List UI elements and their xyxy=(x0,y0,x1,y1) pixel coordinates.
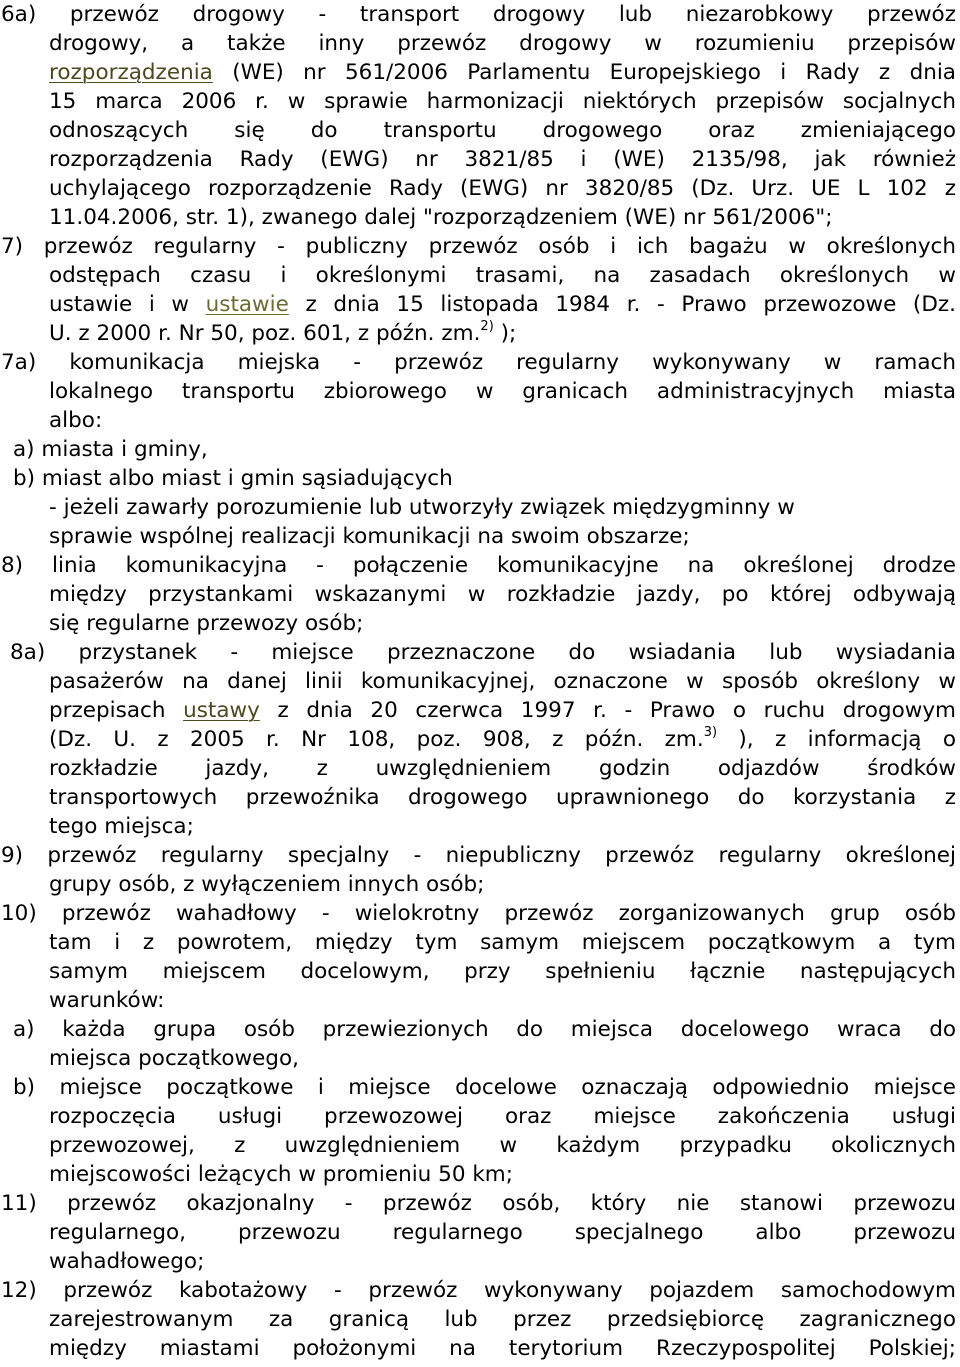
definition-6a-line: 11.04.2006, str. 1), zwanego dalej "rozporządzeniem (WE) nr 561/2006"; xyxy=(49,205,833,230)
law-reference-link[interactable]: rozporządzenia xyxy=(49,60,213,85)
definition-6a-line: odnoszących się do transportu drogowego oraz zmieniającego xyxy=(49,118,956,143)
text-segment: z dnia 15 listopada 1984 r. - Prawo przewozowe (Dz. xyxy=(288,292,956,317)
definition-9-line: grupy osób, z wyłączeniem innych osób; xyxy=(49,872,485,897)
definition-7-line xyxy=(49,319,956,348)
definition-8-line: 8) linia komunikacyjna - połączenie komunikacyjne na określonej drodze xyxy=(1,553,956,578)
definition-8a-line xyxy=(49,725,956,754)
definition-8a-line: rozkładzie jazdy, z uwzględnieniem godzin odjazdów środków xyxy=(49,756,956,781)
text-segment: (WE) nr 561/2006 Parlamentu Europejskiego i Rady z dnia xyxy=(212,60,956,85)
definition-8a-line xyxy=(49,696,956,725)
definition-10-line: samym miejscem docelowym, przy spełnieniu łącznie następujących xyxy=(49,959,956,984)
definition-10-line: tam i z powrotem, między tym samym miejscem początkowym a tym xyxy=(49,930,956,955)
definition-10-line: b) miejsce początkowe i miejsce docelowe oznaczają odpowiednio miejsce xyxy=(13,1075,956,1100)
definition-7a-line: sprawie wspólnej realizacji komunikacji na swoim obszarze; xyxy=(49,524,690,549)
text-segment: z dnia 20 czerwca 1997 r. - Prawo o ruchu drogowym xyxy=(259,698,956,723)
text-segment: ), z informacją o xyxy=(717,727,956,752)
law-reference-link[interactable]: ustawie xyxy=(205,292,289,317)
definition-7-line: odstępach czasu i określonymi trasami, na zasadach określonych w xyxy=(49,263,956,288)
definition-10-line: 10) przewóz wahadłowy - wielokrotny przewóz zorganizowanych grup osób xyxy=(1,901,956,926)
text-segment: ); xyxy=(493,321,517,346)
text-segment: ustawie i w xyxy=(49,292,206,317)
definition-8-line: między przystankami wskazanymi w rozkładzie jazdy, po której odbywają xyxy=(49,582,956,607)
definition-10-line: rozpoczęcia usługi przewozowej oraz miejsce zakończenia usługi xyxy=(49,1104,956,1129)
definition-6a-line: rozporządzenia Rady (EWG) nr 3821/85 i (WE) 2135/98, jak również xyxy=(49,147,956,172)
definition-7a-line: lokalnego transportu zbiorowego w granicach administracyjnych miasta xyxy=(49,379,956,404)
definition-10-line: miejsca początkowego, xyxy=(49,1046,299,1071)
definition-10-line: miejscowości leżących w promieniu 50 km; xyxy=(49,1162,513,1187)
definition-12-line: 12) przewóz kabotażowy - przewóz wykonywany pojazdem samochodowym xyxy=(1,1278,956,1303)
definition-8a-line: tego miejsca; xyxy=(49,814,194,839)
definition-10-line: przewozowej, z uwzględnieniem w każdym przypadku okolicznych xyxy=(49,1133,956,1158)
definition-7a-line: albo: xyxy=(49,408,103,433)
text-segment: (Dz. U. z 2005 r. Nr 108, poz. 908, z późn. zm. xyxy=(49,727,704,752)
definition-12-line: między miastami położonymi na terytorium Rzeczypospolitej Polskiej; xyxy=(49,1336,956,1361)
text-segment: U. z 2000 r. Nr 50, poz. 601, z późn. zm. xyxy=(49,321,481,346)
definition-8a-line: pasażerów na danej linii komunikacyjnej, oznaczone w sposób określony w xyxy=(49,669,956,694)
definition-11-line: regularnego, przewozu regularnego specjalnego albo przewozu xyxy=(49,1220,956,1245)
definition-11-line: 11) przewóz okazjonalny - przewóz osób, który nie stanowi przewozu xyxy=(1,1191,956,1216)
definition-7a-line: - jeżeli zawarły porozumienie lub utworzyły związek międzygminny w xyxy=(49,495,795,520)
definition-6a-line: uchylającego rozporządzenie Rady (EWG) nr 3820/85 (Dz. Urz. UE L 102 z xyxy=(49,176,956,201)
definition-8a-line: 8a) przystanek - miejsce przeznaczone do wsiadania lub wysiadania xyxy=(10,640,956,665)
definition-8-line: się regularne przewozy osób; xyxy=(49,611,364,636)
definition-8a-line: transportowych przewoźnika drogowego uprawnionego do korzystania z xyxy=(49,785,956,810)
definition-10-line: a) każda grupa osób przewiezionych do miejsca docelowego wraca do xyxy=(13,1017,956,1042)
definition-6a-line: drogowy, a także inny przewóz drogowy w rozumieniu przepisów xyxy=(49,31,956,56)
law-reference-link[interactable]: ustawy xyxy=(183,698,260,723)
definition-6a-line xyxy=(49,58,956,87)
definition-7a-line: a) miasta i gminy, xyxy=(13,437,208,462)
definition-10-line: warunków: xyxy=(49,988,165,1013)
definition-7-line xyxy=(49,290,956,319)
definition-7a-line: 7a) komunikacja miejska - przewóz regularny wykonywany w ramach xyxy=(1,350,956,375)
definition-7a-line: b) miast albo miast i gmin sąsiadujących xyxy=(13,466,453,491)
definition-7-line: 7) przewóz regularny - publiczny przewóz osób i ich bagażu w określonych xyxy=(1,234,956,259)
definition-11-line: wahadłowego; xyxy=(49,1249,205,1274)
definition-9-line: 9) przewóz regularny specjalny - niepubliczny przewóz regularny określonej xyxy=(1,843,956,868)
definition-6a-line: 6a) przewóz drogowy - transport drogowy lub niezarobkowy przewóz xyxy=(1,2,956,27)
footnote-marker: 2) xyxy=(480,318,494,334)
footnote-marker: 3) xyxy=(703,724,718,740)
text-segment: przepisach xyxy=(49,698,184,723)
definition-12-line: zarejestrowanym za granicą lub przez przedsiębiorcę zagranicznego xyxy=(49,1307,956,1332)
definition-6a-line: 15 marca 2006 r. w sprawie harmonizacji niektórych przepisów socjalnych xyxy=(49,89,956,114)
